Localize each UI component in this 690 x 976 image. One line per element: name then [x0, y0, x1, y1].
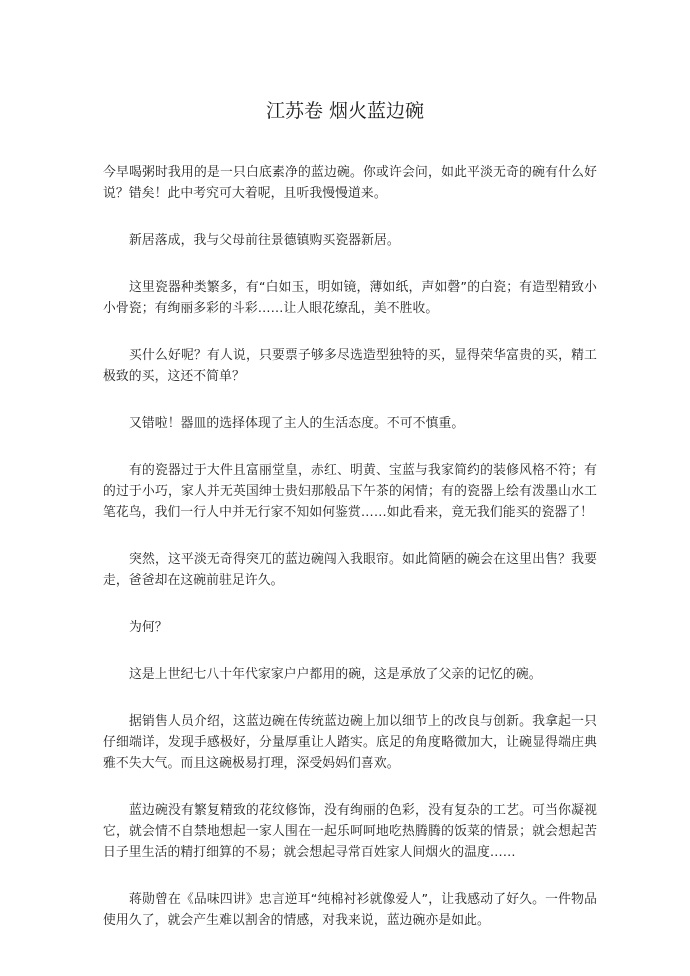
paragraph-9: 这是上世纪七八十年代家家户户都用的碗，这是承放了父亲的记忆的碗。	[129, 667, 542, 682]
paragraph-3: 这里瓷器种类繁多，有“白如玉，明如镜，薄如纸，声如磬”的白瓷；有造型精致小小骨瓷；有绚丽多彩的斗彩……让人眼花缭乱，美不胜收。	[103, 280, 597, 316]
paragraph-5: 又错啦！器皿的选择体现了主人的生活态度。不可不慎重。	[129, 416, 465, 431]
paragraph-10: 据销售人员介绍，这蓝边碗在传统蓝边碗上加以细节上的改良与创新。我拿起一只仔细端详，发现手感极好，分量厚重让人踏实。底足的角度略微加大，让碗显得端庄典雅不失大气。而且这碗极易打理，深受妈妈们喜欢。	[103, 714, 597, 771]
paragraph-12: 蒋勋曾在《品味四讲》忠言逆耳“纯棉衬衫就像爱人”，让我感动了好久。一件物品使用久了，就会产生难以割舍的情感，对我来说，蓝边碗亦是如此。	[103, 892, 597, 928]
paragraph-4: 买什么好呢？有人说，只要票子够多尽选造型独特的买，显得荣华富贵的买，精工极致的买，这还不简单？	[103, 348, 597, 384]
paragraph-8: 为何？	[129, 620, 168, 635]
paragraph-7: 突然，这平淡无奇得突兀的蓝边碗闯入我眼帘。如此简陋的碗会在这里出售？我要走，爸爸却在这碗前驻足许久。	[103, 552, 597, 588]
paragraph-11: 蓝边碗没有繁复精致的花纹修饰，没有绚丽的色彩，没有复杂的工艺。可当你凝视它，就会情不自禁地想起一家人围在一起乐呵呵地吃热腾腾的饭菜的情景；就会想起苦日子里生活的精打细算的不易；就会想起寻常百姓家人间烟火的温度……	[103, 803, 597, 860]
paragraph-2: 新居落成，我与父母前往景德镇购买瓷器新居。	[129, 233, 400, 248]
document-title: 江苏卷 烟火蓝边碗	[265, 100, 425, 122]
paragraph-1: 今早喝粥时我用的是一只白底素净的蓝边碗。你或许会问，如此平淡无奇的碗有什么好说？错矣！此中考究可大着呢，且听我慢慢道来。	[103, 165, 597, 201]
document-body	[103, 162, 597, 957]
paragraph-6: 有的瓷器过于大件且富丽堂皇，赤红、明黄、宝蓝与我家简约的装修风格不符；有的过于小巧，家人并无英国绅士贵妇那般品下午茶的闲情；有的瓷器上绘有泼墨山水工笔花鸟，我们一行人中并无行家不知如何鉴赏……如此看来，竟无我们能买的瓷器了！	[103, 463, 597, 520]
